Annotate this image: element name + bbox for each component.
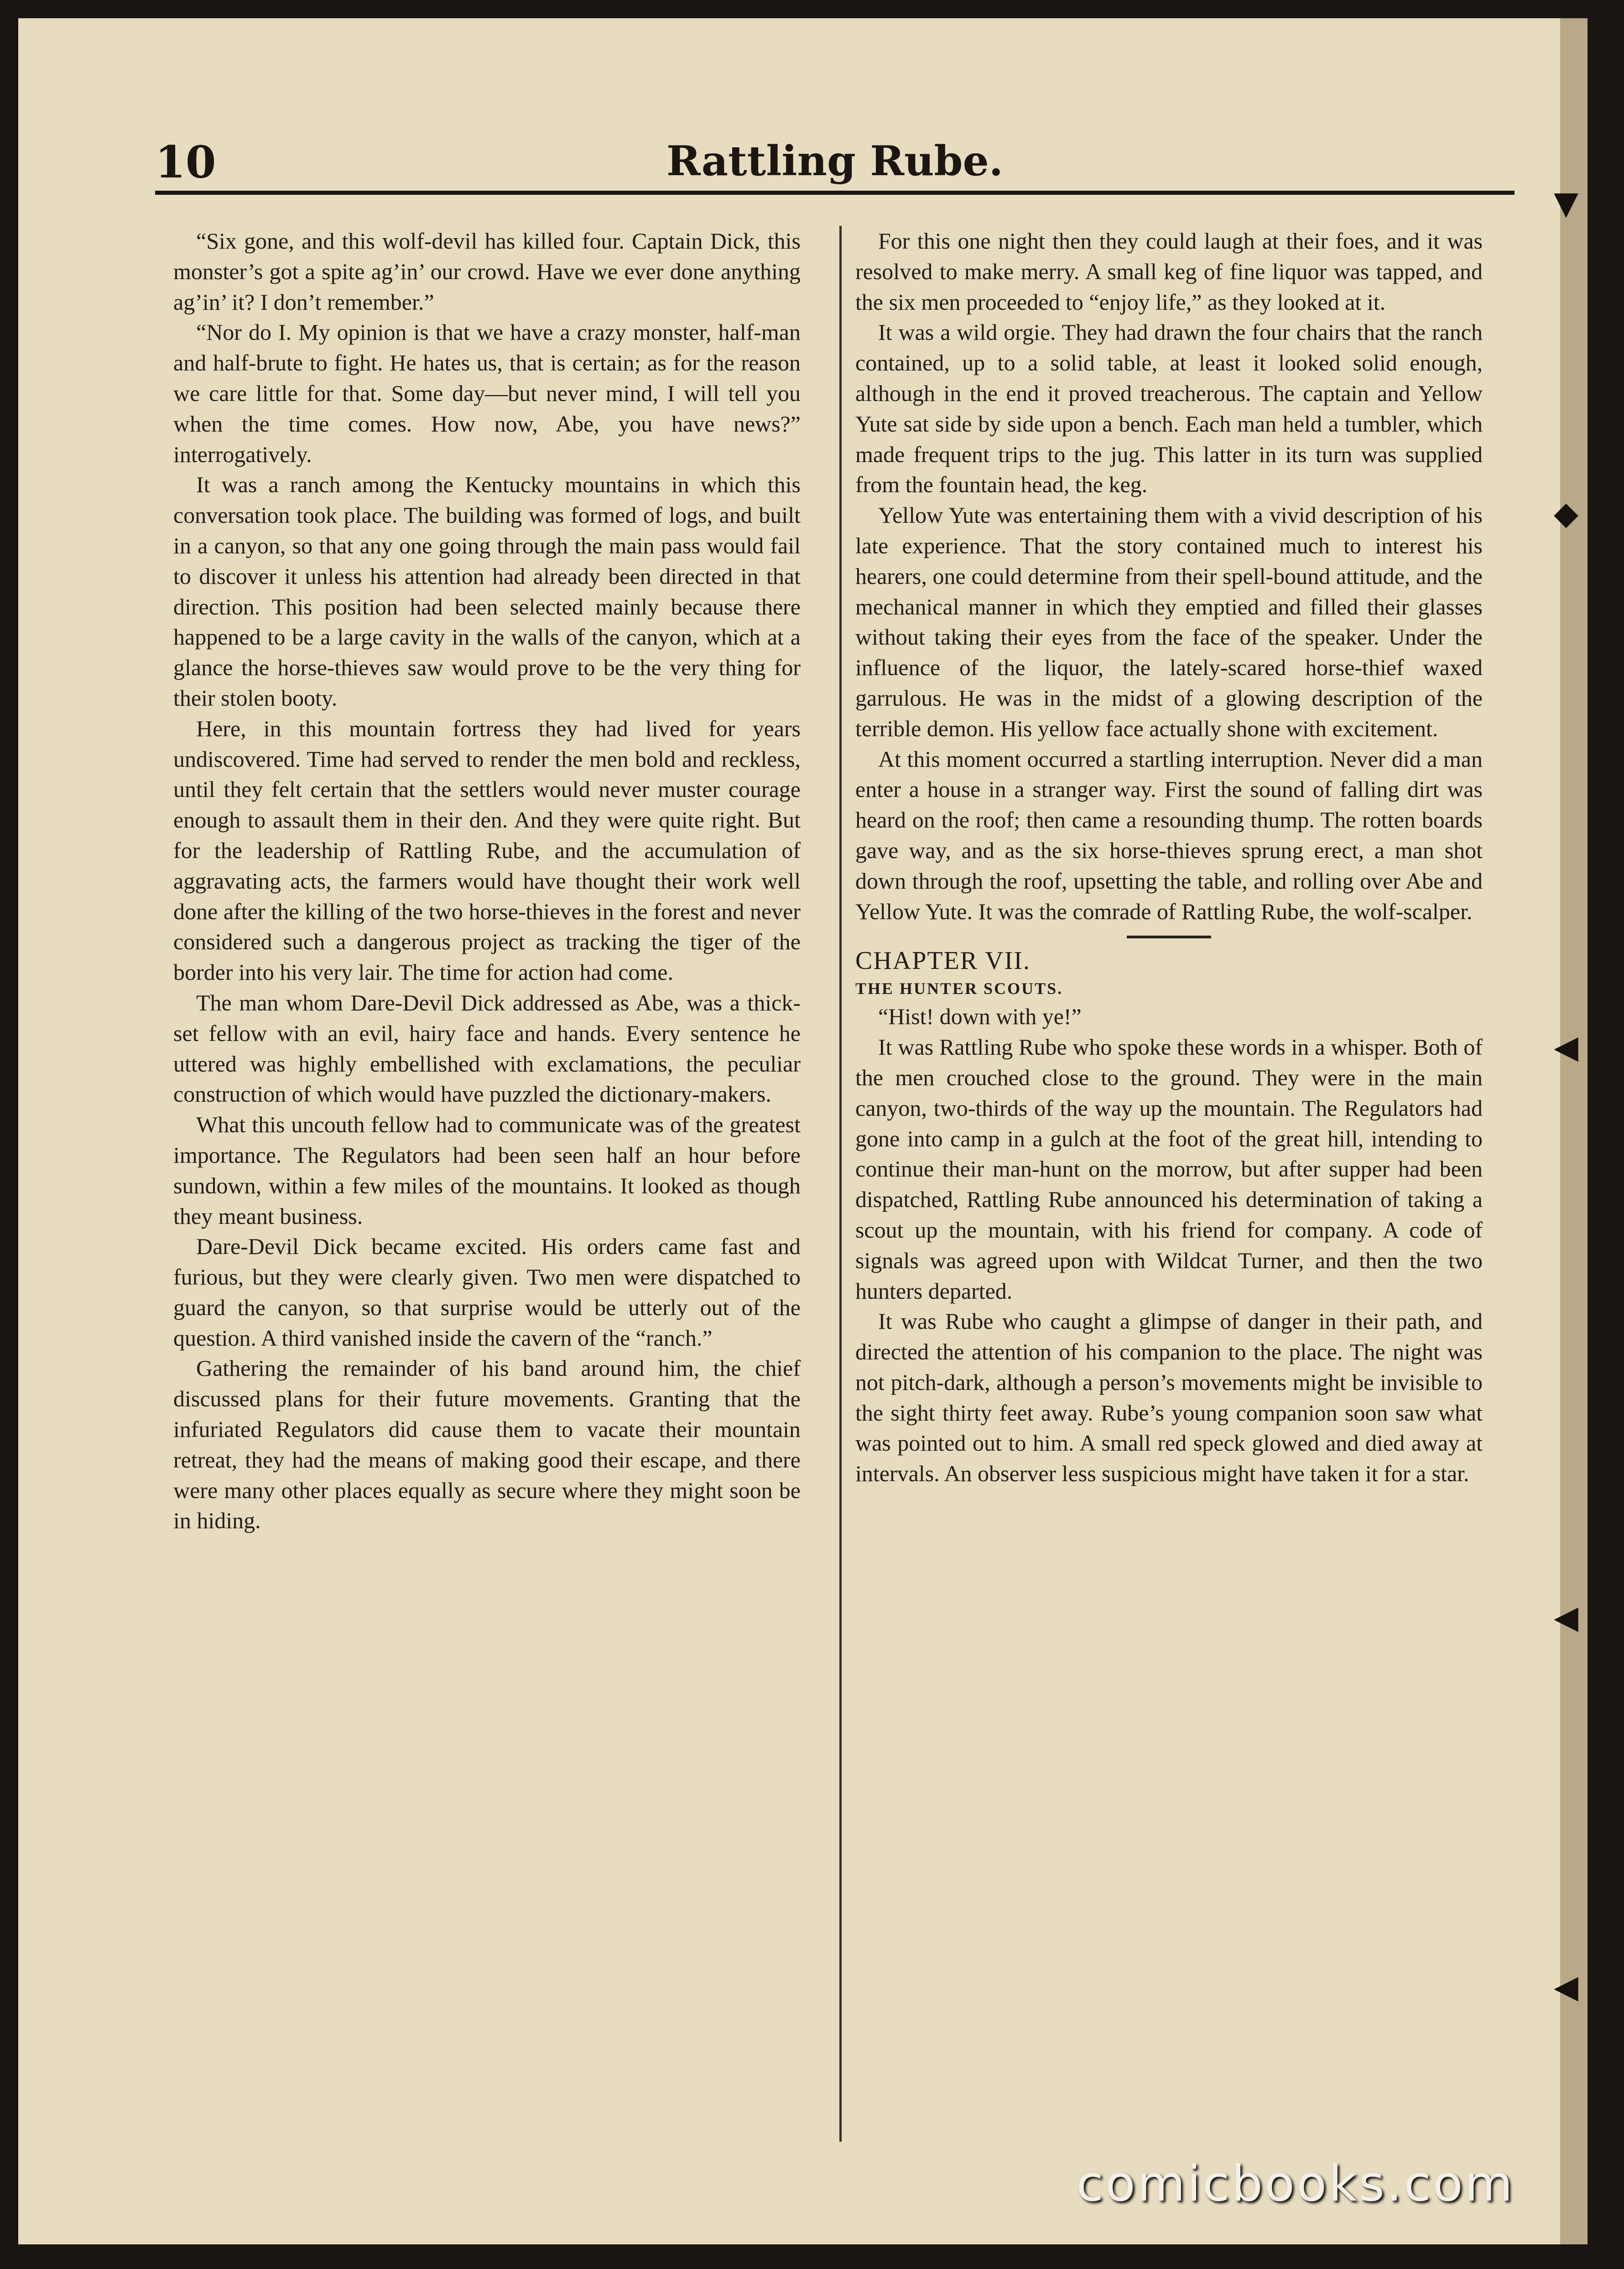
left-column: [173, 226, 801, 2155]
paragraph: The man whom Dare-Devil Dick addressed as Abe, was a thick-set fellow with an evil, hairy face and hands. Every sentence he uttered was highly embellished with exclamations, the peculiar construction of which would have puzzled the dictionary-makers.: [173, 989, 801, 1107]
paragraph: It was a ranch among the Kentucky mountains in which this conversation took place. The building was formed of logs, and built in a canyon, so that any one going through the main pass would fail to discover it unless his attention had already been directed in that direction. This position had been selected mainly because there happened to be a large cavity in the walls of the canyon, which at a glance the horse-thieves saw would prove to be the very thing for their stolen booty.: [173, 472, 801, 711]
paragraph: For this one night then they could laugh at their foes, and it was resolved to make merry. A small keg of fine liquor was tapped, and the six men proceeded to “enjoy life,” as they looked at it.: [855, 228, 1483, 315]
column-rule: [839, 226, 842, 2142]
page-number: 10: [155, 136, 216, 188]
page-header: [155, 136, 1515, 195]
paragraph: It was Rattling Rube who spoke these words in a whisper. Both of the men crouched close to the ground. They were in the main canyon, two-thirds of the way up the mountain. The Regulators had gone into camp in a gulch at the foot of the great hill, intending to continue their man-hunt on the morrow, but after supper had been dispatched, Rattling Rube announced his determination of taking a scout up the mountain, with his friend for company. A code of signals was agreed upon with Wildcat Turner, and then the two hunters departed.: [855, 1034, 1483, 1304]
paragraph: “Hist! down with ye!”: [878, 1004, 1082, 1030]
paragraph: It was Rube who caught a glimpse of danger in their path, and directed the attention of his companion to the place. The night was not pitch-dark, although a person’s movements might be invisible to the sight thirty feet away. Rube’s young companion soon saw what was pointed out to him. A small red speck glowed and died away at intervals. An observer less suspicious might have taken it for a star.: [855, 1308, 1483, 1487]
paragraph: Gathering the remainder of his band around him, the chief discussed plans for their future movements. Granting that the infuriated Regulators did cause them to vacate their mountain retreat, they had the means of making good their escape, and there were many other places equally as secure where they might soon be in hiding.: [173, 1355, 801, 1534]
section-divider: [1127, 936, 1211, 938]
right-column: [855, 226, 1483, 2155]
paragraph: What this uncouth fellow had to communicate was of the greatest importance. The Regulators had been seen half an hour before sundown, within a few miles of the mountains. It looked as though they meant business.: [173, 1112, 801, 1229]
paragraph: “Nor do I. My opinion is that we have a crazy monster, half-man and half-brute to fight. He hates us, that is certain; as for the reason we care little for that. Some day—but never mind, I will tell you when the time comes. How now, Abe, you have news?” interrogatively.: [173, 319, 801, 467]
paragraph: Here, in this mountain fortress they had lived for years undiscovered. Time had served to render the men bold and reckless, until they felt certain that the settlers would never muster courage enough to assault them in their den. And they were quite right. But for the leadership of Rattling Rube, and the accumulation of aggravating acts, the farmers would have thought their work well done after the killing of the two horse-thieves in the forest and never considered such a dangerous project as tracking the tiger of the border into his very lair. The time for action had come.: [173, 715, 801, 985]
binding-mark-2: ◆: [1554, 494, 1578, 532]
binding-mark-1: ▼: [1554, 184, 1578, 222]
chapter-title: CHAPTER VII.: [855, 947, 1031, 975]
chapter-subtitle: THE HUNTER SCOUTS.: [855, 979, 1063, 998]
paragraph: At this moment occurred a startling interruption. Never did a man enter a house in a stranger way. First the sound of falling dirt was heard on the roof; then came a resounding thump. The rotten boards gave way, and as the six horse-thieves sprung erect, a man shot down through the roof, upsetting the table, and rolling over Abe and Yellow Yute. It was the comrade of Rattling Rube, the wolf-scalper.: [855, 746, 1483, 924]
binding-mark-4: ◀: [1554, 1598, 1578, 1636]
running-title: Rattling Rube.: [666, 137, 1004, 185]
paragraph: “Six gone, and this wolf-devil has killed four. Captain Dick, this monster’s got a spite ag’in’ our crowd. Have we ever done anything ag’in’ it? I don’t remember.”: [173, 228, 801, 315]
binding-mark-5: ◀: [1554, 1968, 1578, 2005]
paragraph: It was a wild orgie. They had drawn the four chairs that the ranch contained, up to a solid table, at least it looked solid enough, although in the end it proved treacherous. The captain and Yellow Yute sat side by side upon a bench. Each man held a tumbler, which made frequent trips to the jug. This latter in its turn was supplied from the fountain head, the keg.: [855, 319, 1483, 498]
binding-mark-3: ◀: [1554, 1028, 1578, 1066]
paragraph: Yellow Yute was entertaining them with a vivid description of his late experience. That the story contained much to interest his hearers, one could determine from their spell-bound attitude, and the mechanical manner in which they emptied and filled their glasses without taking their eyes from the face of the speaker. Under the influence of the liquor, the lately-scared horse-thief waxed garrulous. He was in the midst of a glowing description of the terrible demon. His yellow face actually shone with excitement.: [855, 502, 1483, 741]
paragraph: Dare-Devil Dick became excited. His orders came fast and furious, but they were clearly given. Two men were dispatched to guard the canyon, so that surprise would be utterly out of the question. A third vanished inside the cavern of the “ranch.”: [173, 1233, 801, 1351]
book-page: [18, 18, 1588, 2244]
page-spine: [1560, 18, 1588, 2244]
watermark-text: comicbooks.com: [1076, 2155, 1515, 2212]
